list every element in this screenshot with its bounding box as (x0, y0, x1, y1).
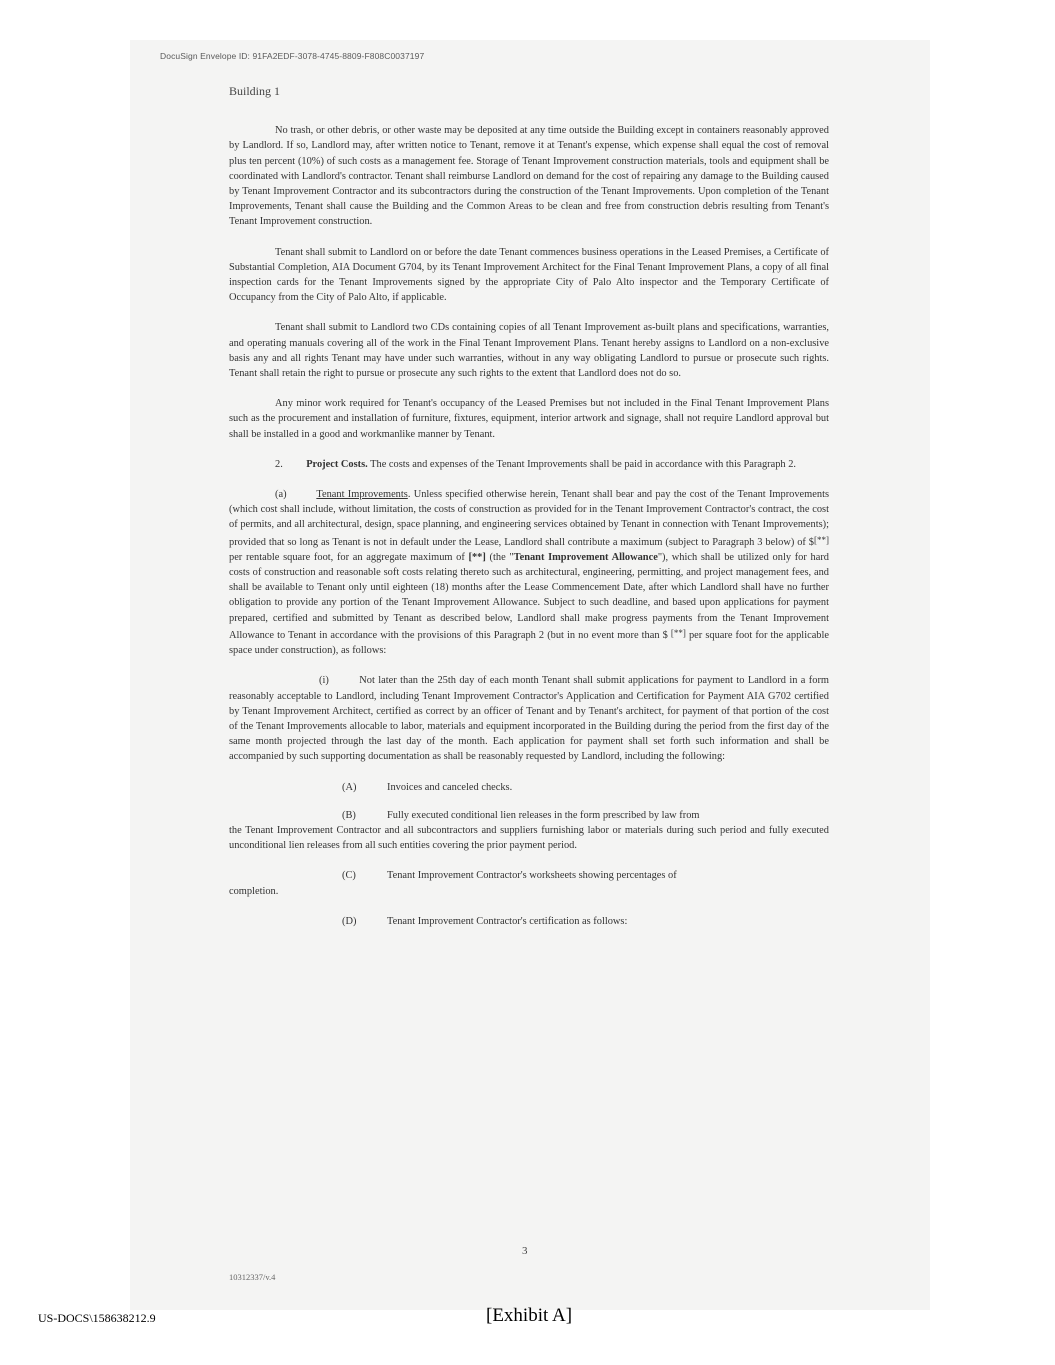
paragraph-as-built: Tenant shall submit to Landlord two CDs containing copies of all Tenant Improvement as-built plans and specifications, warranties, and operating manuals covering all of the work in the Final Tenant Improvement Plans. Tenant hereby assigns to Landlord on a non-exclusive basis any and all rights Tenant may have under such warranties, without in any way obligating Landlord to pursue or prosecute such rights. Tenant shall retain the right to pursue or prosecute any such rights to the extent that Landlord does not do so. (229, 322, 829, 380)
section-2-text: The costs and expenses of the Tenant Improvements shall be paid in accordance with this Paragraph 2. (370, 458, 797, 470)
section-2a-text-1: . Unless specified otherwise herein, Tenant shall bear and pay the cost of the Tenant Improvements (which cost shall include, without limitation, the costs of construction as provided for in the Tenant Improvement Contractor's contract, the cost of permits, and all architectural, design, space planning, and engineering services obtained by Tenant in connection with Tenant Improvements); provided that so long as Tenant is not in default under the Lease, Landlord shall contribute a maximum (subject to Paragraph 3 below) of $ (229, 489, 829, 548)
list-item-label: (B) (342, 809, 356, 821)
redaction-3: [**] (670, 627, 686, 638)
section-2-number: 2. (275, 458, 283, 470)
list-item-label: (C) (342, 870, 356, 882)
list-item-continuation: the Tenant Improvement Contractor and all subcontractors and suppliers furnishing labor or materials during such period and fully executed unconditional lien releases from all such entities covering the prior payment period. (229, 824, 829, 852)
redaction-1: [**] (814, 534, 829, 545)
redaction-2: [**] (468, 551, 486, 563)
documentation-list (229, 780, 829, 929)
list-item-label: (D) (342, 915, 357, 927)
page-number: 3 (522, 1245, 528, 1257)
footer-doc-code: 10312337/v.4 (229, 1272, 276, 1282)
paragraph-minor-work: Any minor work required for Tenant's occupancy of the Leased Premises but not included in the Final Tenant Improvement Plans such as the procurement and installation of furniture, fixtures, equipment, interior artwork and signage, shall not require Landlord approval but shall be installed in a good and workmanlike manner by Tenant. (229, 398, 829, 440)
section-2a-text-2: per rentable square foot, for an aggregate maximum of (229, 551, 469, 563)
section-2a-text-3: (the " (485, 551, 514, 563)
exhibit-label: [Exhibit A] (486, 1305, 573, 1326)
section-2a-label: (a) (275, 489, 287, 501)
defined-term-allowance: Tenant Improvement Allowance (513, 551, 658, 563)
section-2a-text-4: "), which shall be utilized only for hard costs of construction and reasonable soft costs relating thereto such as architectural, engineering, permitting, and project management fees, and shall be available to Tenant only until eighteen (18) months after the Lease Commencement Date, after which Landlord shall have no further obligation to provide any portion of the Tenant Improvement Allowance. Subject to such deadline, and based upon applications for payment prepared, certified and submitted by Tenant as described below, Landlord shall make progress payments from the Tenant Improvement Allowance to Tenant in accordance with the provisions of this Paragraph 2 (but in no event more than $ (229, 551, 829, 641)
section-2a (229, 487, 829, 658)
list-item-text: Tenant Improvement Contractor's certification as follows: (387, 915, 628, 927)
list-item-label: (A) (342, 781, 357, 793)
list-item-text: Fully executed conditional lien releases in the form prescribed by law from (387, 809, 700, 821)
list-item (229, 868, 829, 898)
list-item (229, 808, 829, 854)
list-item-text: Invoices and canceled checks. (387, 781, 513, 793)
paragraph-certificate: Tenant shall submit to Landlord on or before the date Tenant commences business operations in the Leased Premises, a Certificate of Substantial Completion, AIA Document G704, by its Tenant Improvement Architect for the Final Tenant Improvement Plans, a copy of all final inspection cards for the Tenant Improvements signed by the appropriate City of Palo Alto inspector and the Temporary Certificate of Occupancy from the City of Palo Alto, if applicable. (229, 246, 829, 304)
page-heading: Building 1 (229, 84, 281, 98)
list-item-continuation: completion. (229, 885, 279, 897)
section-2a-i-label: (i) (319, 675, 329, 687)
document-body (229, 84, 829, 942)
paragraph-trash: No trash, or other debris, or other waste may be deposited at any time outside the Building except in containers reasonably approved by Landlord. If so, Landlord may, after written notice to Tenant, remove it at Tenant's expense, which expense shall equal the cost of removal plus ten percent (10%) of such costs as a management fee. Storage of Tenant Improvement construction materials, tools and equipment shall be coordinated with Landlord's contractor. Tenant shall reimburse Landlord on demand for the cost of repairing any damage to the Building caused by Tenant Improvement Contractor and its subcontractors during the construction of the Tenant Improvements. Upon completion of the Tenant Improvements, Tenant shall cause the Building and the Common Areas to be clean and free from construction debris resulting from Tenant's Tenant Improvement construction. (229, 125, 829, 228)
list-item-text: Tenant Improvement Contractor's worksheets showing percentages of (387, 870, 677, 882)
docusign-envelope-id: DocuSign Envelope ID: 91FA2EDF-3078-4745-8809-F808C0037197 (160, 51, 425, 61)
section-2-title: Project Costs. (306, 458, 368, 470)
docs-reference-id: US-DOCS\158638212.9 (38, 1311, 156, 1325)
section-2a-title: Tenant Improvements (316, 489, 408, 501)
section-2 (229, 457, 829, 472)
list-item (342, 780, 829, 795)
section-2a-i (229, 673, 829, 764)
section-2a-i-text: Not later than the 25th day of each month Tenant shall submit applications for payment to Landlord in a form reasonably acceptable to Landlord, including Tenant Improvement Contractor's Application and Certification for Payment AIA G702 certified by Tenant Improvement Architect, certified as correct by an officer of Tenant and by Tenant's architect, for payment of that portion of the cost of the Tenant Improvements allocable to labor, materials and equipment incorporated in the Building during the period from the first day of the same month projected through the last day of the month. Each application for payment shall set forth such information and shall be accompanied by such supporting documentation as shall be reasonably requested by Landlord, including the following: (229, 675, 829, 763)
section-2a-text-5: per square foot for the applicable space under construction), as follows: (229, 629, 829, 657)
list-item (342, 914, 829, 929)
